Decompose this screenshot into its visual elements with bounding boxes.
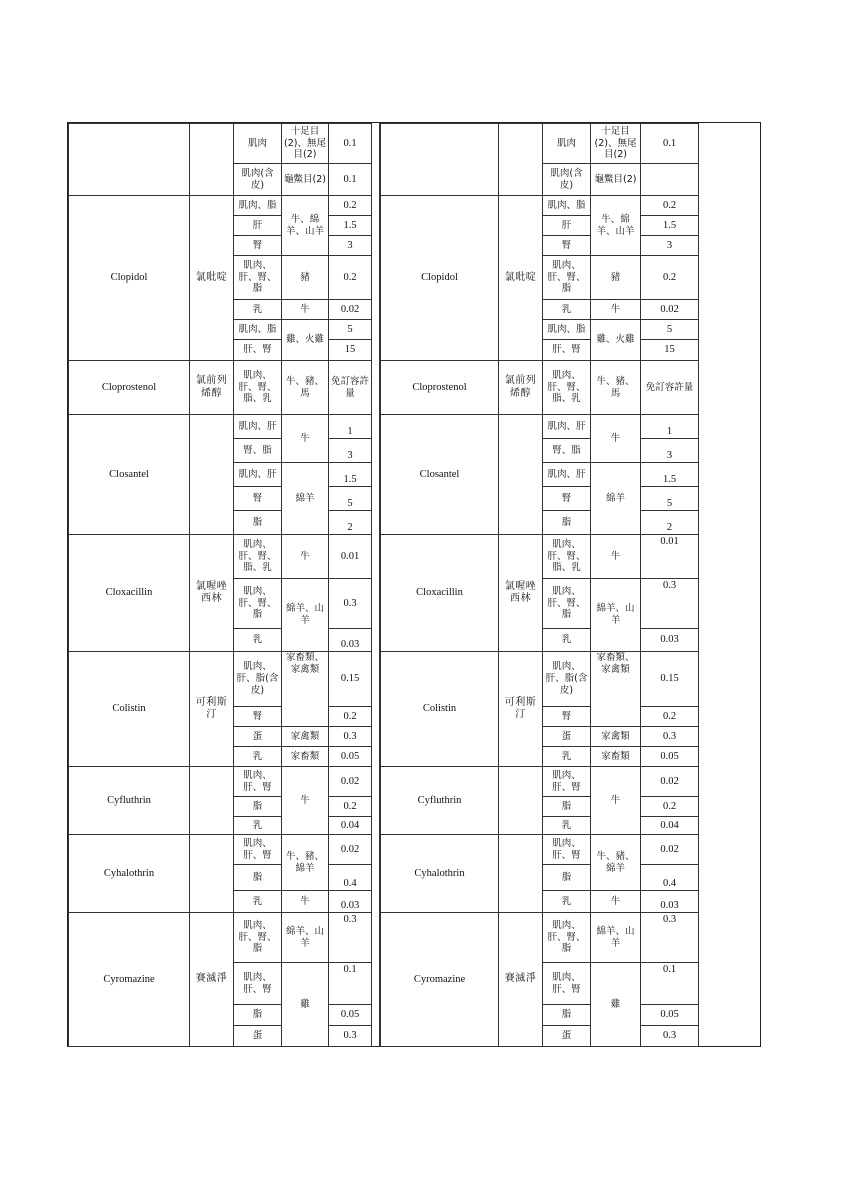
table-row — [69, 124, 372, 164]
species-cell: 龜鱉目(2) — [282, 164, 329, 196]
tissue-cell: 脂 — [543, 865, 591, 891]
species-cell: 牛 — [591, 891, 641, 913]
mrl-value: 0.3 — [329, 913, 372, 963]
drug-name-en: Clopidol — [69, 196, 190, 361]
table-row — [381, 124, 699, 164]
drug-name-cn: 氯喔唑西林 — [190, 535, 234, 652]
mrl-value: 0.3 — [641, 1026, 699, 1047]
tissue-cell: 脂 — [543, 511, 591, 535]
tissue-cell: 肝 — [543, 216, 591, 236]
mrl-value: 0.04 — [641, 817, 699, 835]
mrl-value: 15 — [641, 340, 699, 361]
mrl-value: 5 — [329, 487, 372, 511]
drug-name-cn — [499, 767, 543, 835]
species-cell: 雞、火雞 — [591, 320, 641, 361]
mrl-value: 0.2 — [641, 256, 699, 300]
tissue-cell: 肝 — [234, 216, 282, 236]
mrl-value: 0.3 — [641, 579, 699, 629]
mrl-value: 0.02 — [329, 767, 372, 797]
species-cell: 綿羊、山羊 — [282, 579, 329, 652]
drug-name-cn — [190, 415, 234, 535]
species-cell: 家禽類 — [591, 727, 641, 747]
drug-name-cn: 賽滅淨 — [499, 913, 543, 1047]
species-cell: 家畜類 — [282, 747, 329, 767]
drug-name-cn: 可利斯汀 — [499, 652, 543, 767]
drug-name-en: Cyhalothrin — [381, 835, 499, 913]
species-cell: 十足目(2)、無尾目(2) — [591, 124, 641, 164]
table-row — [69, 196, 372, 216]
species-cell: 綿羊、山羊 — [591, 913, 641, 963]
table-row — [381, 913, 699, 963]
mrl-value: 0.02 — [641, 300, 699, 320]
table-row — [381, 361, 699, 415]
mrl-value: 0.1 — [329, 164, 372, 196]
mrl-value: 0.01 — [329, 535, 372, 579]
drug-name-en: Colistin — [381, 652, 499, 767]
tissue-cell: 肌肉、肝、腎 — [234, 767, 282, 797]
mrl-value: 0.04 — [329, 817, 372, 835]
tissue-cell: 乳 — [234, 747, 282, 767]
mrl-value: 3 — [641, 439, 699, 463]
tissue-cell: 乳 — [543, 300, 591, 320]
tissue-cell: 肌肉、肝、腎、脂、乳 — [543, 535, 591, 579]
mrl-value: 0.05 — [641, 747, 699, 767]
mrl-value: 0.2 — [329, 707, 372, 727]
tissue-cell: 肌肉、肝、腎、脂 — [543, 579, 591, 629]
table-row — [381, 835, 699, 865]
drug-name-en: Cyromazine — [69, 913, 190, 1047]
mrl-value: 5 — [329, 320, 372, 340]
drug-name-cn: 氯前列烯醇 — [499, 361, 543, 415]
tissue-cell: 蛋 — [543, 727, 591, 747]
species-cell: 牛 — [591, 535, 641, 579]
mrl-value: 0.1 — [329, 963, 372, 1005]
tissue-cell: 肌肉 — [234, 124, 282, 164]
tissue-cell: 脂 — [234, 865, 282, 891]
drug-name-cn: 氯吡啶 — [499, 196, 543, 361]
mrl-value: 1.5 — [329, 216, 372, 236]
species-cell: 雞 — [282, 963, 329, 1047]
table-row — [69, 767, 372, 797]
table-row — [69, 415, 372, 439]
table-row — [381, 652, 699, 707]
mrl-value: 免訂容許量 — [641, 361, 699, 415]
tissue-cell: 腎 — [543, 487, 591, 511]
mrl-value: 5 — [641, 487, 699, 511]
table-row — [381, 767, 699, 797]
mrl-value: 3 — [329, 236, 372, 256]
mrl-value: 0.01 — [641, 535, 699, 579]
species-cell: 雞、火雞 — [282, 320, 329, 361]
drug-name-en: Cyfluthrin — [381, 767, 499, 835]
tissue-cell: 蛋 — [543, 1026, 591, 1047]
species-cell: 豬 — [591, 256, 641, 300]
species-cell: 牛 — [282, 535, 329, 579]
tissue-cell: 乳 — [543, 629, 591, 652]
mrl-value: 2 — [641, 511, 699, 535]
drug-name-cn: 賽滅淨 — [190, 913, 234, 1047]
tissue-cell: 蛋 — [234, 1026, 282, 1047]
table-row — [381, 535, 699, 579]
tissue-cell: 肌肉、脂 — [543, 196, 591, 216]
tissue-cell: 肌肉(含皮) — [234, 164, 282, 196]
drug-name-en: Closantel — [381, 415, 499, 535]
table-row — [381, 415, 699, 439]
drug-name-en: Cloxacillin — [381, 535, 499, 652]
species-cell: 牛、豬、綿羊 — [591, 835, 641, 891]
species-cell: 牛、豬、馬 — [591, 361, 641, 415]
mrl-value: 15 — [329, 340, 372, 361]
tissue-cell: 肌肉、肝、腎、脂、乳 — [234, 535, 282, 579]
mrl-value: 1 — [641, 415, 699, 439]
tissue-cell: 脂 — [234, 511, 282, 535]
mrl-value: 0.1 — [641, 963, 699, 1005]
tissue-cell: 肌肉、肝、腎、脂 — [234, 256, 282, 300]
tissue-cell: 肌肉、肝、腎、脂 — [234, 579, 282, 629]
mrl-value: 0.03 — [329, 891, 372, 913]
tissue-cell: 肌肉、肝、腎、脂、乳 — [543, 361, 591, 415]
drug-name-cn — [190, 767, 234, 835]
tissue-cell: 肌肉、脂 — [543, 320, 591, 340]
species-cell: 家畜類 — [591, 747, 641, 767]
mrl-value: 0.3 — [641, 727, 699, 747]
drug-name-en: Cloxacillin — [69, 535, 190, 652]
mrl-value: 0.05 — [329, 1005, 372, 1026]
species-cell: 綿羊、山羊 — [282, 913, 329, 963]
mrl-value: 0.03 — [641, 629, 699, 652]
tissue-cell: 腎 — [543, 236, 591, 256]
mrl-value: 0.3 — [329, 727, 372, 747]
drug-name-cn: 氯喔唑西林 — [499, 535, 543, 652]
mrl-value: 0.02 — [641, 835, 699, 865]
tissue-cell: 腎、脂 — [543, 439, 591, 463]
tissue-cell: 肌肉、肝、腎、脂 — [543, 913, 591, 963]
species-cell: 家畜類、家禽類 — [282, 652, 329, 727]
drug-name-en: Cyromazine — [381, 913, 499, 1047]
tissue-cell: 肌肉、肝、腎、脂 — [234, 913, 282, 963]
mrl-value: 3 — [329, 439, 372, 463]
mrl-value: 免訂容許量 — [329, 361, 372, 415]
tissue-cell: 腎 — [234, 487, 282, 511]
tissue-cell: 肝、腎 — [234, 340, 282, 361]
tissue-cell: 肌肉、肝、脂(含皮) — [234, 652, 282, 707]
drug-name-cn — [190, 835, 234, 913]
tissue-cell: 脂 — [543, 1005, 591, 1026]
species-cell: 豬 — [282, 256, 329, 300]
mrl-value: 0.3 — [641, 913, 699, 963]
mrl-value: 0.2 — [641, 707, 699, 727]
tissue-cell: 肌肉、肝 — [543, 415, 591, 439]
table-row — [69, 913, 372, 963]
mrl-value: 0.4 — [641, 865, 699, 891]
species-cell: 牛 — [282, 300, 329, 320]
tissue-cell: 乳 — [543, 747, 591, 767]
table-row — [381, 196, 699, 216]
species-cell: 家禽類 — [282, 727, 329, 747]
drug-name-en: Cyhalothrin — [69, 835, 190, 913]
mrl-value: 0.4 — [329, 865, 372, 891]
species-cell: 牛 — [282, 415, 329, 463]
mrl-value: 1.5 — [641, 216, 699, 236]
drug-name-cn — [499, 415, 543, 535]
tissue-cell: 乳 — [234, 891, 282, 913]
mrl-value: 1 — [329, 415, 372, 439]
mrl-value: 0.03 — [641, 891, 699, 913]
tissue-cell: 乳 — [234, 817, 282, 835]
tissue-cell: 肌肉、肝、腎 — [234, 835, 282, 865]
drug-name-en — [381, 124, 499, 196]
mrl-value: 0.3 — [329, 579, 372, 629]
mrl-value: 1.5 — [329, 463, 372, 487]
drug-name-cn: 氯吡啶 — [190, 196, 234, 361]
tissue-cell: 肌肉、肝、腎 — [543, 767, 591, 797]
tissue-cell: 肌肉、肝、脂(含皮) — [543, 652, 591, 707]
tissue-cell: 蛋 — [234, 727, 282, 747]
species-cell: 龜鱉目(2) — [591, 164, 641, 196]
table-row — [69, 361, 372, 415]
tissue-cell: 腎、脂 — [234, 439, 282, 463]
species-cell: 牛、豬、綿羊 — [282, 835, 329, 891]
species-cell: 牛 — [282, 767, 329, 835]
mrl-value: 0.02 — [641, 767, 699, 797]
tissue-cell: 肌肉、肝 — [234, 463, 282, 487]
tissue-cell: 肌肉(含皮) — [543, 164, 591, 196]
drug-name-cn: 可利斯汀 — [190, 652, 234, 767]
tissue-cell: 腎 — [234, 236, 282, 256]
mrl-value: 0.2 — [329, 256, 372, 300]
tissue-cell: 肌肉、肝、腎 — [543, 963, 591, 1005]
drug-name-cn — [190, 124, 234, 196]
tissue-cell: 肌肉、肝、腎 — [543, 835, 591, 865]
mrl-value: 0.05 — [641, 1005, 699, 1026]
species-cell: 綿羊 — [282, 463, 329, 535]
drug-name-en: Cloprostenol — [69, 361, 190, 415]
species-cell: 牛、綿羊、山羊 — [591, 196, 641, 256]
mrl-value: 0.2 — [329, 797, 372, 817]
species-cell: 牛 — [591, 415, 641, 463]
tissue-cell: 脂 — [543, 797, 591, 817]
species-cell: 綿羊、山羊 — [591, 579, 641, 652]
tissue-cell: 脂 — [234, 1005, 282, 1026]
tissue-cell: 腎 — [543, 707, 591, 727]
mrl-value: 0.2 — [641, 196, 699, 216]
tissue-cell: 肝、腎 — [543, 340, 591, 361]
table-row — [69, 835, 372, 865]
tissue-cell: 肌肉、肝、腎、脂 — [543, 256, 591, 300]
drug-name-cn — [499, 124, 543, 196]
mrl-value: 1.5 — [641, 463, 699, 487]
species-cell: 家畜類、家禽類 — [591, 652, 641, 727]
mrl-value: 3 — [641, 236, 699, 256]
tissue-cell: 肌肉、肝 — [543, 463, 591, 487]
mrl-value: 0.02 — [329, 300, 372, 320]
drug-name-en: Clopidol — [381, 196, 499, 361]
mrl-value: 0.02 — [329, 835, 372, 865]
species-cell: 雞 — [591, 963, 641, 1047]
table-row — [69, 652, 372, 707]
tissue-cell: 肌肉 — [543, 124, 591, 164]
mrl-value: 0.15 — [641, 652, 699, 707]
species-cell: 十足目(2)、無尾目(2) — [282, 124, 329, 164]
drug-name-en: Cloprostenol — [381, 361, 499, 415]
right-table — [380, 123, 699, 1047]
drug-name-en — [69, 124, 190, 196]
regulation-table-page — [67, 122, 761, 1047]
mrl-value: 5 — [641, 320, 699, 340]
mrl-value: 0.2 — [329, 196, 372, 216]
drug-name-cn: 氯前列烯醇 — [190, 361, 234, 415]
mrl-value: 2 — [329, 511, 372, 535]
species-cell: 牛、綿羊、山羊 — [282, 196, 329, 256]
tissue-cell: 肌肉、脂 — [234, 196, 282, 216]
remarks-column — [698, 123, 761, 1046]
mrl-value: 0.03 — [329, 629, 372, 652]
mrl-value: 0.1 — [329, 124, 372, 164]
species-cell: 綿羊 — [591, 463, 641, 535]
tissue-cell: 脂 — [234, 797, 282, 817]
mrl-value: 0.2 — [641, 797, 699, 817]
column-divider — [371, 123, 380, 1046]
species-cell: 牛 — [591, 767, 641, 835]
tissue-cell: 腎 — [234, 707, 282, 727]
species-cell: 牛 — [282, 891, 329, 913]
mrl-value: 0.3 — [329, 1026, 372, 1047]
tissue-cell: 乳 — [543, 891, 591, 913]
tissue-cell: 肌肉、肝、腎 — [234, 963, 282, 1005]
mrl-value: 0.05 — [329, 747, 372, 767]
tissue-cell: 肌肉、肝 — [234, 415, 282, 439]
left-table — [68, 123, 372, 1047]
tissue-cell: 肌肉、脂 — [234, 320, 282, 340]
species-cell: 牛 — [591, 300, 641, 320]
mrl-value: 0.15 — [329, 652, 372, 707]
tissue-cell: 乳 — [234, 629, 282, 652]
drug-name-en: Closantel — [69, 415, 190, 535]
table-row — [69, 535, 372, 579]
drug-name-en: Colistin — [69, 652, 190, 767]
drug-name-cn — [499, 835, 543, 913]
tissue-cell: 乳 — [543, 817, 591, 835]
mrl-value: 0.1 — [641, 124, 699, 164]
species-cell: 牛、豬、馬 — [282, 361, 329, 415]
drug-name-en: Cyfluthrin — [69, 767, 190, 835]
mrl-value — [641, 164, 699, 196]
tissue-cell: 乳 — [234, 300, 282, 320]
tissue-cell: 肌肉、肝、腎、脂、乳 — [234, 361, 282, 415]
